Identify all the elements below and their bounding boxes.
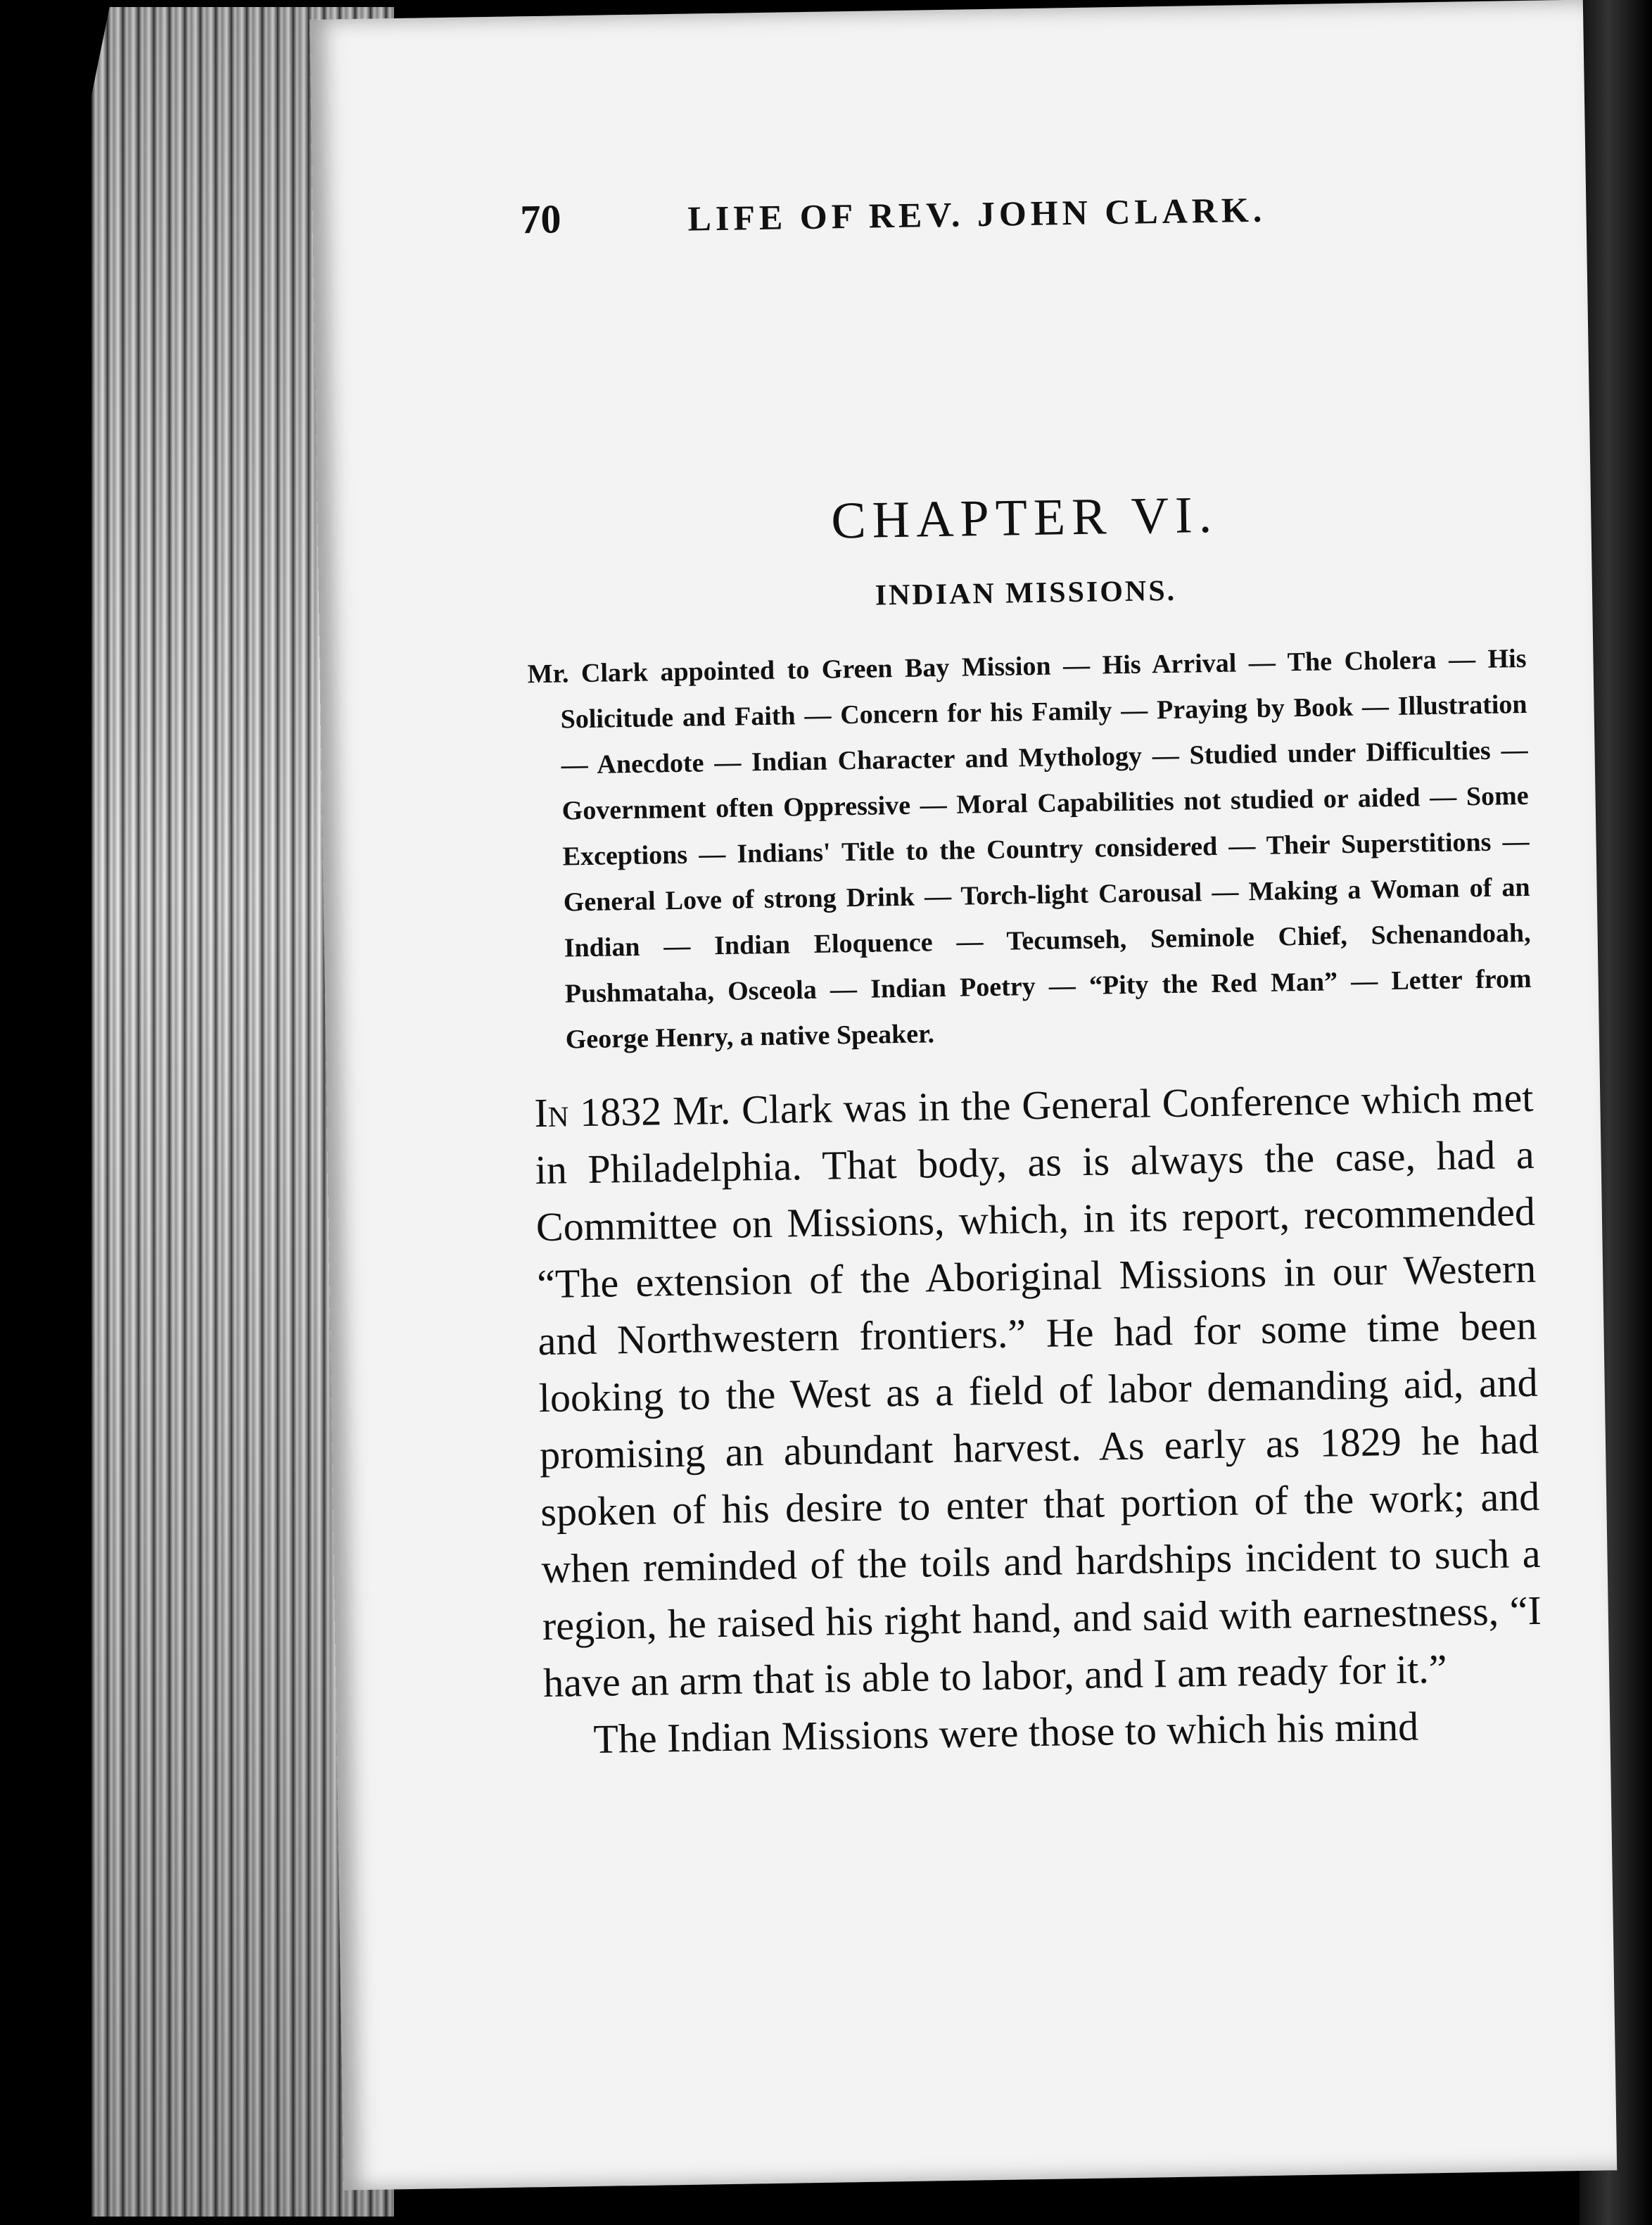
running-header (520, 180, 1520, 243)
book-page (310, 0, 1617, 2191)
body-text (534, 1069, 1544, 1768)
page-number: 70 (519, 196, 561, 243)
chapter-title: CHAPTER VI. (830, 486, 1219, 550)
paragraph-1 (534, 1069, 1543, 1711)
paragraph-2: The Indian Missions were those to which his mind (592, 1703, 1419, 1762)
running-title: LIFE OF REV. JOHN CLARK. (687, 189, 1266, 239)
paragraph-1-text: 1832 Mr. Clark was in the General Conference which met in Philadelphia. That body, as is always the case, had a Committee on Missions, which, in its report, recommended “The extension of the Aboriginal Missions in our Western and Northwestern frontiers.” He had for some time been looking to the West as a field of labor demanding aid, and promising an abundant harvest. As early as 1829 he had spoken of his desire to enter that portion of the work; and when reminded of the toils and hardships incident to such a region, he raised his right hand, and said with earnestness, “I have an arm that is able to labor, and I am ready for it.” (535, 1074, 1542, 1706)
paragraph-lead-word: In (533, 1089, 569, 1136)
chapter-synopsis: Mr. Clark appointed to Green Bay Mission — His Arrival — The Cholera — His Solicitude and Faith — Concern for his Family — Praying by Book — Illustration — Anecdote — Indian Character and Mythology — Studied under Difficulties — Government often Oppressive — Moral Capabilities not studied or aided — Some Exceptions — Indians' Title to the Country considered — Their Superstitions — General Love of strong Drink — Torch-light Carousal — Making a Woman of an Indian — Indian Eloquence — Tecumseh, Seminole Chief, Schenandoah, Pushmataha, Osceola — Indian Poetry — “Pity the Red Man” — Letter from George Henry, a native Speaker. (527, 643, 1532, 1055)
chapter-subtitle: INDIAN MISSIONS. (875, 574, 1177, 612)
page-content (520, 180, 1544, 1768)
